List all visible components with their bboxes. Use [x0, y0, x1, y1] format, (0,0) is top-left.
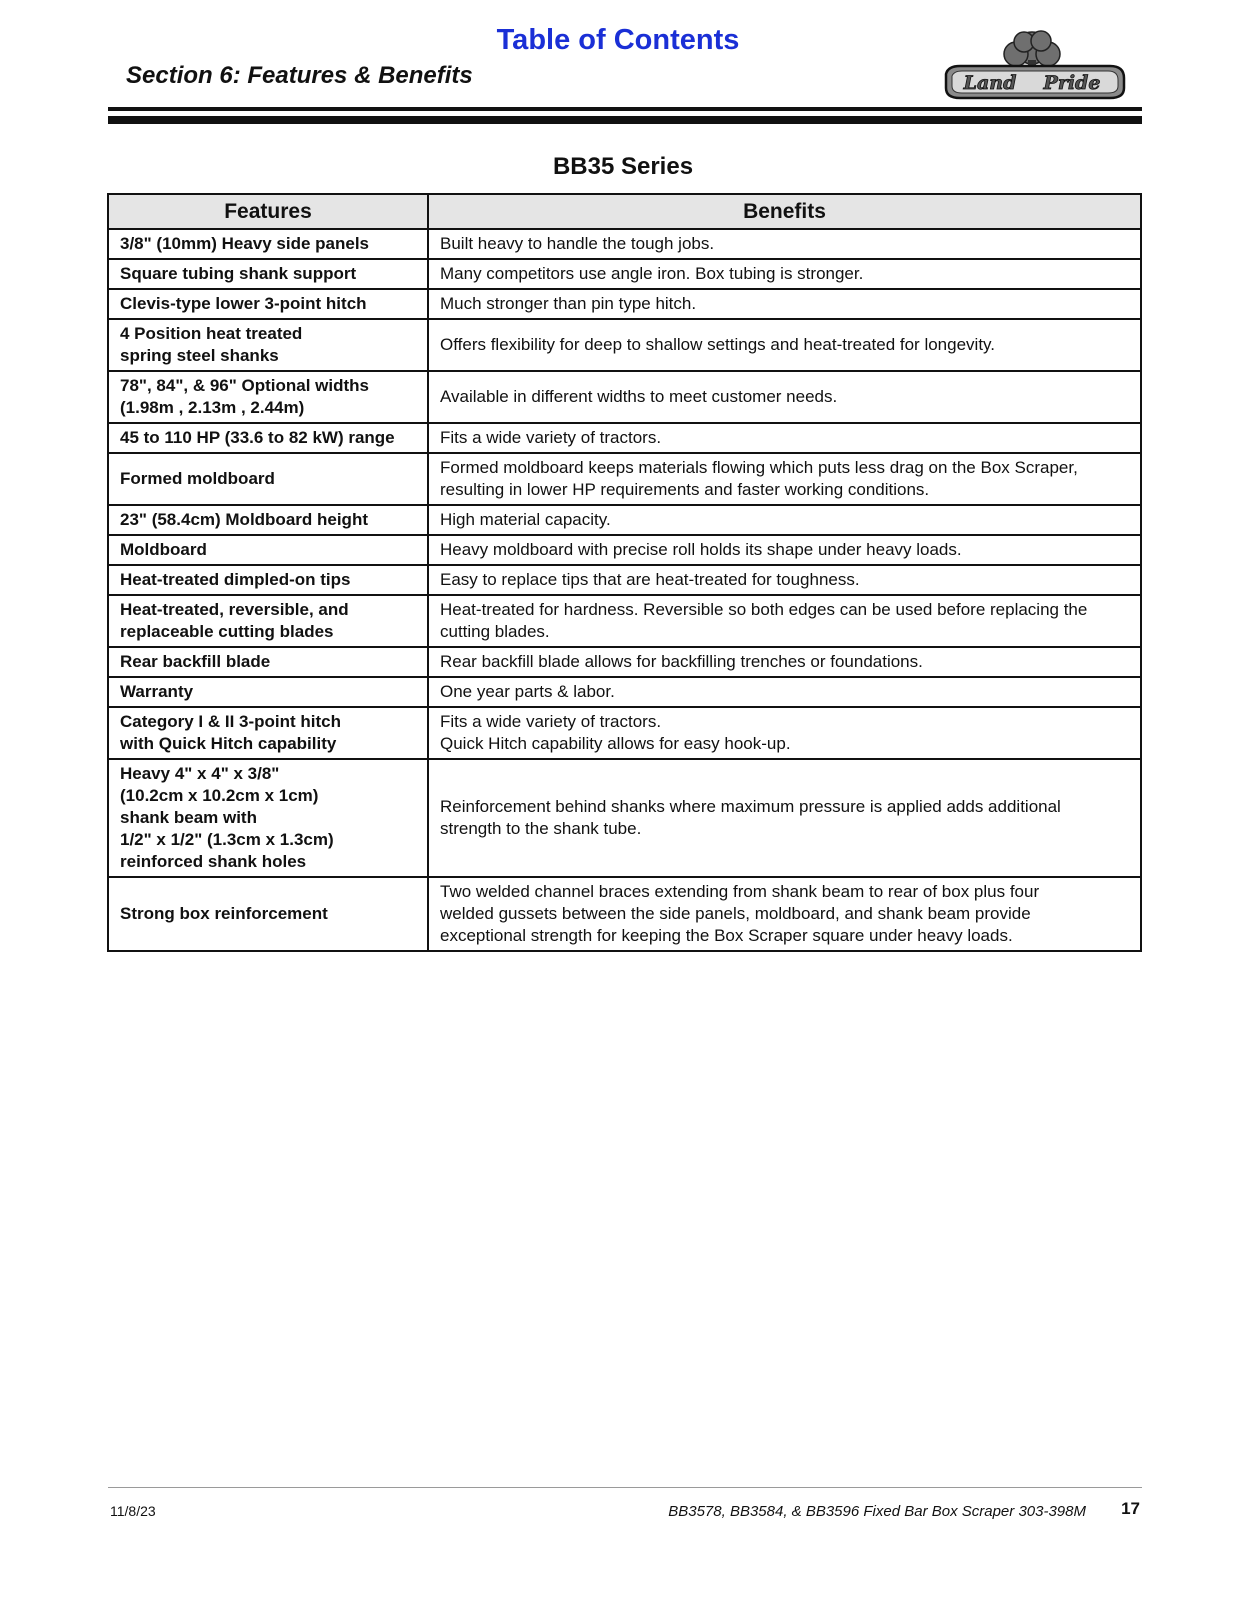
table-row [108, 535, 1141, 565]
benefits-header: Benefits [428, 194, 1141, 229]
table-header-row [108, 194, 1141, 229]
benefit-cell: Rear backfill blade allows for backfilling trenches or foundations. [428, 647, 1141, 677]
benefit-cell: Easy to replace tips that are heat-treated for toughness. [428, 565, 1141, 595]
svg-text:Land: Land [963, 72, 1017, 94]
table-row [108, 289, 1141, 319]
feature-cell: Category I & II 3-point hitch with Quick Hitch capability [108, 707, 428, 759]
feature-cell: Moldboard [108, 535, 428, 565]
table-row [108, 759, 1141, 877]
benefit-cell: Much stronger than pin type hitch. [428, 289, 1141, 319]
table-row [108, 259, 1141, 289]
table-row [108, 565, 1141, 595]
footer-rule [108, 1487, 1142, 1488]
feature-cell: 78", 84", & 96" Optional widths (1.98m , 2.13m , 2.44m) [108, 371, 428, 423]
feature-cell: Strong box reinforcement [108, 877, 428, 951]
table-row [108, 595, 1141, 647]
header-rule-thin [108, 107, 1142, 111]
benefit-cell: Reinforcement behind shanks where maximum pressure is applied adds additional strength to the shank tube. [428, 759, 1141, 877]
benefit-cell: Heavy moldboard with precise roll holds its shape under heavy loads. [428, 535, 1141, 565]
table-row [108, 505, 1141, 535]
feature-cell: Heat-treated dimpled-on tips [108, 565, 428, 595]
table-row [108, 229, 1141, 259]
table-row [108, 423, 1141, 453]
feature-cell: Formed moldboard [108, 453, 428, 505]
features-benefits-table [107, 193, 1142, 952]
feature-cell: Square tubing shank support [108, 259, 428, 289]
benefit-cell: Available in different widths to meet customer needs. [428, 371, 1141, 423]
page-number: 17 [1121, 1499, 1140, 1518]
feature-cell: 45 to 110 HP (33.6 to 82 kW) range [108, 423, 428, 453]
table-of-contents-link[interactable]: Table of Contents [496, 24, 740, 56]
feature-cell: Heat-treated, reversible, and replaceable cutting blades [108, 595, 428, 647]
benefit-cell: Built heavy to handle the tough jobs. [428, 229, 1141, 259]
benefit-cell: Heat-treated for hardness. Reversible so both edges can be used before replacing the cutting blades. [428, 595, 1141, 647]
table-row [108, 453, 1141, 505]
feature-cell: 3/8" (10mm) Heavy side panels [108, 229, 428, 259]
series-title: BB35 Series [552, 153, 694, 180]
table-row [108, 707, 1141, 759]
table-row [108, 647, 1141, 677]
header-rule-thick [108, 116, 1142, 124]
benefit-cell: Two welded channel braces extending from shank beam to rear of box plus four welded gussets between the side panels, moldboard, and shank beam provide exceptional strength for keeping the Box Scraper square under heavy loads. [428, 877, 1141, 951]
benefit-cell: Offers flexibility for deep to shallow settings and heat-treated for longevity. [428, 319, 1141, 371]
features-header: Features [108, 194, 428, 229]
benefit-cell: High material capacity. [428, 505, 1141, 535]
benefit-cell: Fits a wide variety of tractors. [428, 423, 1141, 453]
footer-date: 11/8/23 [110, 1503, 156, 1519]
feature-cell: Clevis-type lower 3-point hitch [108, 289, 428, 319]
table-row [108, 371, 1141, 423]
feature-cell: Warranty [108, 677, 428, 707]
svg-text:Pride: Pride [1043, 72, 1101, 94]
table-row [108, 677, 1141, 707]
feature-cell: Rear backfill blade [108, 647, 428, 677]
table-row [108, 877, 1141, 951]
feature-cell: 4 Position heat treated spring steel shanks [108, 319, 428, 371]
footer-document-title: BB3578, BB3584, & BB3596 Fixed Bar Box Scraper 303-398M [668, 1503, 1086, 1520]
table-body [108, 229, 1141, 951]
benefit-cell: One year parts & labor. [428, 677, 1141, 707]
benefit-cell: Fits a wide variety of tractors. Quick Hitch capability allows for easy hook-up. [428, 707, 1141, 759]
feature-cell: Heavy 4" x 4" x 3/8" (10.2cm x 10.2cm x 1cm) shank beam with 1/2" x 1/2" (1.3cm x 1.3cm) reinforced shank holes [108, 759, 428, 877]
table-row [108, 319, 1141, 371]
section-title: Section 6: Features & Benefits [126, 62, 473, 89]
land-pride-logo [940, 26, 1130, 104]
benefit-cell: Many competitors use angle iron. Box tubing is stronger. [428, 259, 1141, 289]
feature-cell: 23" (58.4cm) Moldboard height [108, 505, 428, 535]
benefit-cell: Formed moldboard keeps materials flowing which puts less drag on the Box Scraper, resulting in lower HP requirements and faster working conditions. [428, 453, 1141, 505]
